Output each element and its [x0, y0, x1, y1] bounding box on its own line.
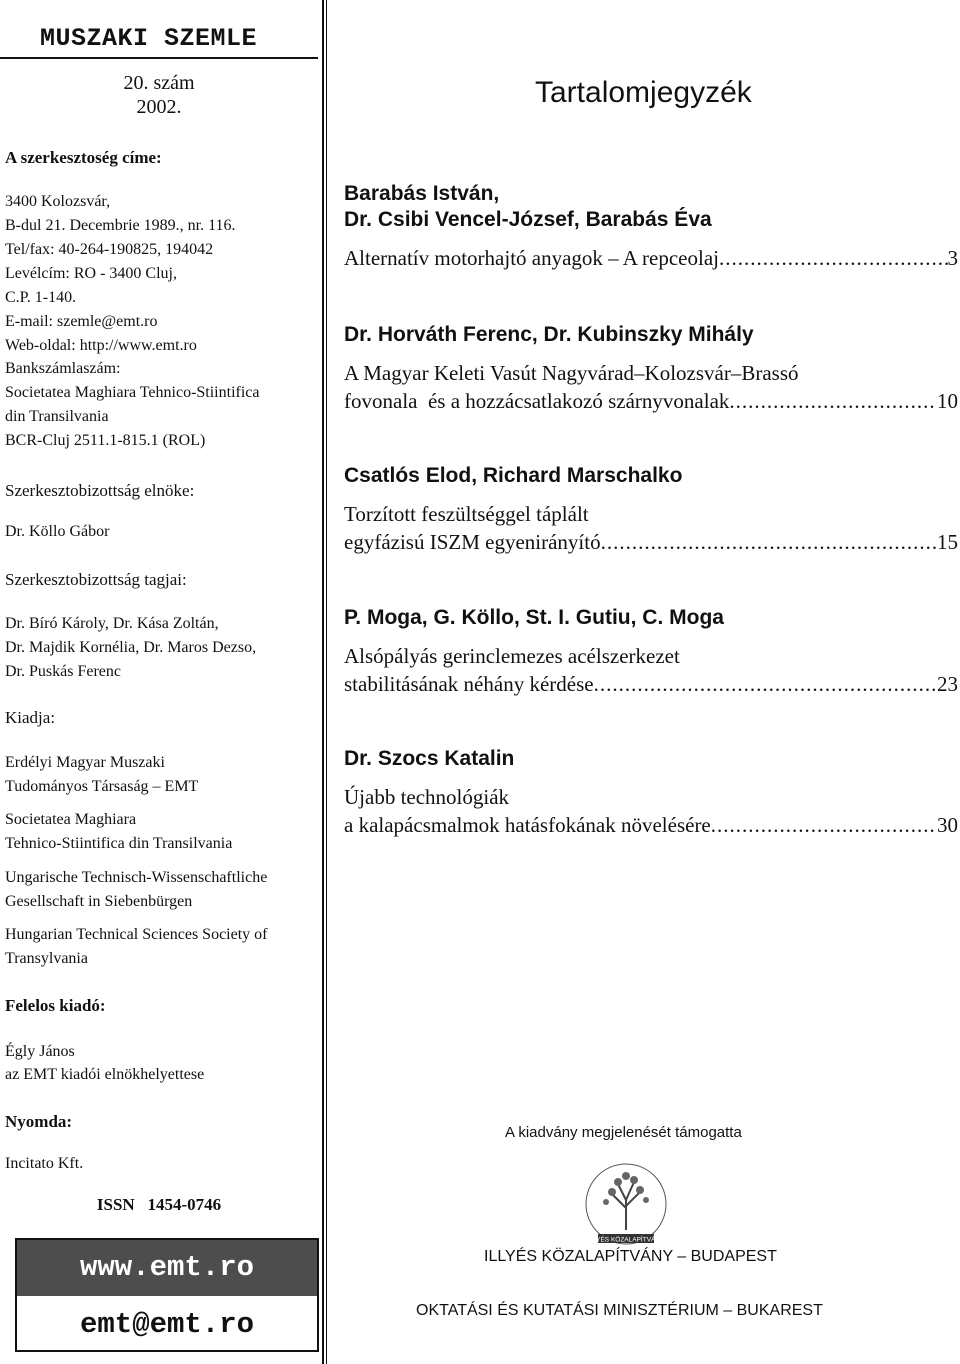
printer-name: Incitato Kft. — [5, 1155, 84, 1172]
toc-entry[interactable] — [344, 389, 958, 414]
toc-author: P. Moga, G. Köllo, St. I. Gutiu, C. Moga — [344, 606, 724, 629]
toc-page-number: 30 — [937, 813, 958, 837]
bank-line: Societatea Maghiara Tehnico-Stiintifica — [5, 384, 260, 401]
logo-text: ILLYÉS KÖZALAPÍTVÁNY — [587, 1236, 665, 1244]
toc-entry-title: a kalapácsmalmok hatásfokának növelésére — [344, 813, 711, 837]
publisher-line: Ungarische Technisch-Wissenschaftliche — [5, 869, 268, 886]
toc-author: Dr. Csibi Vencel-József, Barabás Éva — [344, 208, 712, 231]
toc-entry-title: Alternatív motorhajtó anyagok – A repceolaj — [344, 246, 719, 270]
address-line: 3400 Kolozsvár, — [5, 193, 111, 210]
members-line: Dr. Puskás Ferenc — [5, 663, 121, 680]
title-rule — [0, 57, 318, 59]
email-line[interactable]: E-mail: szemle@emt.ro — [5, 313, 158, 330]
chair-heading: Szerkesztobizottság elnöke: — [5, 481, 195, 500]
toc-leader-dots — [729, 389, 937, 414]
issn: ISSN 1454-0746 — [96, 1195, 222, 1214]
members-line: Dr. Bíró Károly, Dr. Kása Zoltán, — [5, 615, 219, 632]
toc-author: Barabás István, — [344, 182, 500, 205]
toc-entry[interactable] — [344, 530, 958, 555]
journal-title: MUSZAKI SZEMLE — [40, 24, 258, 53]
toc-entry-title: Újabb technológiák — [344, 785, 510, 809]
support-text: A kiadvány megjelenését támogatta — [505, 1124, 742, 1141]
toc-page-number: 15 — [937, 530, 958, 554]
publisher-line: Societatea Maghiara — [5, 811, 137, 828]
toc-entry[interactable] — [344, 672, 958, 697]
postal-line: Levélcím: RO - 3400 Cluj, — [5, 265, 177, 282]
phone-line: Tel/fax: 40-264-190825, 194042 — [5, 241, 214, 258]
toc-entry[interactable] — [344, 813, 958, 838]
toc-author: Dr. Horváth Ferenc, Dr. Kubinszky Mihály — [344, 323, 754, 346]
bank-account: BCR-Cluj 2511.1-815.1 (ROL) — [5, 432, 206, 449]
publisher-line: Gesellschaft in Siebenbürgen — [5, 893, 193, 910]
toc-entry-title: fovonala és a hozzácsatlakozó szárnyvonalak — [344, 389, 730, 413]
bank-label: Bankszámlaszám: — [5, 360, 121, 377]
toc-heading: Tartalomjegyzék — [535, 76, 752, 109]
toc-entry-title: egyfázisú ISZM egyenirányító — [344, 530, 601, 554]
printer-heading: Nyomda: — [5, 1112, 73, 1131]
address-heading: A szerkesztoség címe: — [5, 148, 162, 167]
sponsor-ministry: OKTATÁSI ÉS KUTATÁSI MINISZTÉRIUM – BUKAREST — [416, 1302, 823, 1319]
responsible-role: az EMT kiadói elnökhelyettese — [5, 1066, 205, 1083]
toc-author: Dr. Szocs Katalin — [344, 747, 515, 770]
publisher-line: Tudományos Társaság – EMT — [5, 778, 199, 795]
column-divider-thin — [326, 0, 327, 1364]
responsible-heading: Felelos kiadó: — [5, 996, 106, 1015]
chair-name: Dr. Köllo Gábor — [5, 523, 110, 540]
tree-icon — [546, 1156, 706, 1246]
members-line: Dr. Majdik Kornélia, Dr. Maros Dezso, — [5, 639, 257, 656]
issue-year: 2002. — [136, 96, 182, 118]
toc-entry-title: A Magyar Keleti Vasút Nagyvárad–Kolozsvár–Brassó — [344, 361, 799, 385]
toc-page-number: 23 — [937, 672, 958, 696]
column-divider — [322, 0, 324, 1364]
sponsor-illyes: ILLYÉS KÖZALAPÍTVÁNY – BUDAPEST — [484, 1248, 777, 1265]
toc-leader-dots — [719, 246, 948, 271]
web-line[interactable]: Web-oldal: http://www.emt.ro — [5, 337, 197, 354]
email-address[interactable]: emt@emt.ro — [79, 1308, 255, 1341]
toc-entry-title: Torzított feszültséggel táplált — [344, 502, 589, 526]
po-box-line: C.P. 1-140. — [5, 289, 77, 306]
members-heading: Szerkesztobizottság tagjai: — [5, 570, 187, 589]
publisher-line: Transylvania — [5, 950, 88, 967]
publisher-line: Hungarian Technical Sciences Society of — [5, 926, 268, 943]
toc-entry-title: stabilitásának néhány kérdése — [344, 672, 594, 696]
toc-author: Csatlós Elod, Richard Marschalko — [344, 464, 683, 487]
responsible-name: Égly János — [5, 1043, 75, 1060]
issue-number: 20. szám — [123, 72, 195, 94]
web-address[interactable]: www.emt.ro — [17, 1240, 317, 1296]
toc-leader-dots — [601, 530, 937, 555]
toc-page-number: 10 — [937, 389, 958, 413]
publisher-heading: Kiadja: — [5, 708, 56, 727]
toc-leader-dots — [594, 672, 937, 697]
toc-entry[interactable] — [344, 246, 958, 271]
foundation-logo — [546, 1156, 706, 1246]
toc-entry-title: Alsópályás gerinclemezes acélszerkezet — [344, 644, 680, 668]
web-box — [15, 1238, 319, 1352]
address-line: B-dul 21. Decembrie 1989., nr. 116. — [5, 217, 236, 234]
publisher-line: Tehnico-Stiintifica din Transilvania — [5, 835, 233, 852]
toc-leader-dots — [711, 813, 937, 838]
toc-page-number: 3 — [947, 246, 958, 270]
publisher-line: Erdélyi Magyar Muszaki — [5, 754, 165, 771]
bank-line: din Transilvania — [5, 408, 109, 425]
